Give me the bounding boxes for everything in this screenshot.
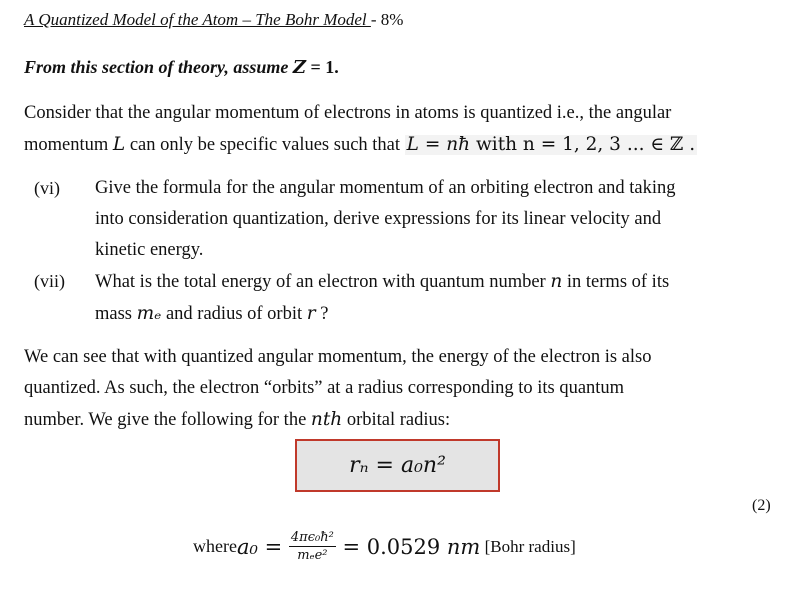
question-vi-label: (vi) [34,178,60,198]
section-title [24,10,403,30]
bohr-value: 0.0529 [366,534,447,559]
intro-L: L [112,134,126,155]
question-vi-text: Give the formula for the angular momentum of an orbiting electron and taking into consideration quantization, derive expressions for its linear velocity and kinetic energy. [95,178,676,260]
fraction-numerator: 4πϵ₀ħ² [290,530,334,545]
title-text: A Quantized Model of the Atom – The Bohr Model [24,10,371,29]
explanation-paragraph: We can see that with quantized angular momentum, the energy of the electron is also quantized. As such, the electron “orbits” at a radius corresponding to its quantum number. We give the following for the nth orbital radius: [24,347,652,430]
intro-line-2: momentum L can only be specific values such that L = nħ with n = 1, 2, 3 ... ∈ ℤ . [24,134,696,155]
question-vii-label: (vii) [34,271,65,291]
equation-number: (2) [752,497,771,514]
assumption-rest: = 1. [306,57,339,77]
fraction-denominator: mₑe² [297,548,328,563]
assumption-line [24,57,339,78]
bohr-a0: a₀ [236,534,258,559]
bohr-unit: nm [446,534,481,559]
boxed-radius-equation [295,439,500,492]
radius-equation: rₙ = a₀n² [349,453,446,478]
bohr-note: [Bohr radius] [480,536,576,556]
bohr-fraction [289,530,336,563]
intro-formula: L = nħ [406,134,471,155]
question-vii-text: What is the total energy of an electron with quantum number n in terms of its mass mₑ and radius of orbit r ? [95,271,670,324]
intro-paragraph [24,98,784,161]
title-weight: - 8% [370,10,404,29]
assumption-var: Z [292,57,306,78]
intro-range: with n = 1, 2, 3 ... ∈ ℤ . [470,134,696,155]
intro-line-1: Consider that the angular momentum of electrons in atoms is quantized i.e., the angular [24,103,672,123]
assumption-prefix: From this section of theory, assume [24,57,293,77]
bohr-radius-equation: where a₀ = $\frac{\text{4πϵ₀ħ²}}{\text{mₑe²}}$ = 0.0529 nm [Bohr radius] [193,530,576,563]
